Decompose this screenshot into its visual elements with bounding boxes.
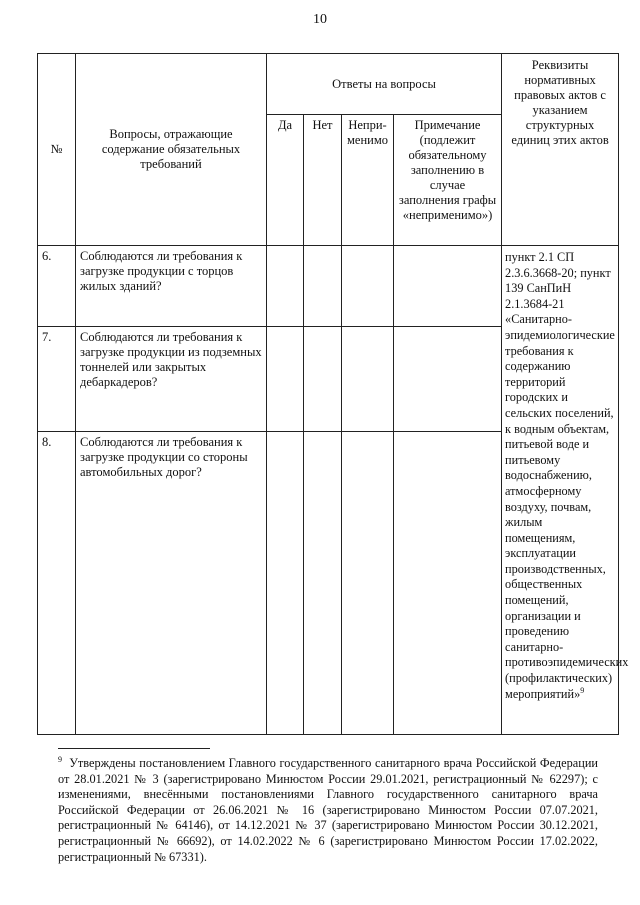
header-note: Примечание (подлежит обязательному заполнению в случае заполнения графы «неприменимо») xyxy=(394,115,502,246)
footnote-divider xyxy=(58,748,210,749)
answer-no-cell[interactable] xyxy=(304,432,342,735)
answer-note-cell[interactable] xyxy=(394,246,502,327)
answer-note-cell[interactable] xyxy=(394,327,502,432)
page-number: 10 xyxy=(313,12,327,27)
answer-no-cell[interactable] xyxy=(304,327,342,432)
header-answers-group: Ответы на вопросы xyxy=(267,54,502,115)
answer-not-applicable-cell[interactable] xyxy=(342,432,394,735)
footnote-mark: 9 xyxy=(58,754,62,764)
answer-not-applicable-cell[interactable] xyxy=(342,246,394,327)
row-question: Соблюдаются ли требования к загрузке продукции с торцов жилых зданий? xyxy=(76,246,267,327)
answer-not-applicable-cell[interactable] xyxy=(342,327,394,432)
answer-no-cell[interactable] xyxy=(304,246,342,327)
requisites-text: пункт 2.1 СП 2.3.6.3668-20; пункт 139 СанПиН 2.1.3684-21 «Санитарно-эпидемиологические требования к содержанию территорий городских и сельских поселений, к водным объектам, питьевой воде и питьевому водоснабжению, атмосферному воздуху, почвам, жилым помещениям, эксплуатации производственных, общественных помещений, организации и проведению санитарно-противоэпидемических (профилактических) мероприятий» xyxy=(505,250,629,701)
footnote-text: Утверждены постановлением Главного государственного санитарного врача Российской Федерации от 28.01.2021 № 3 (зарегистрировано Минюстом России 29.01.2021, регистрационный № 62297); с изменениями, внесёнными постановлениями Главного государственного санитарного врача Российской Федерации от 26.06.2021 № 16 (зарегистрировано Минюстом России 07.07.2021, регистрационный № 64146), от 14.12.2021 № 37 (зарегистрировано Минюстом России 30.12.2021, регистрационный № 66692), от 14.02.2022 № 6 (зарегистрировано Минюстом России 17.02.2022, регистрационный № 67331). xyxy=(58,756,598,864)
header-requisites: Реквизиты нормативных правовых актов с указанием структурных единиц этих актов xyxy=(502,54,619,246)
answer-yes-cell[interactable] xyxy=(267,432,304,735)
row-question: Соблюдаются ли требования к загрузке продукции из подземных тоннелей или закрытых дебаркадеров? xyxy=(76,327,267,432)
row-num: 7. xyxy=(38,327,76,432)
footnote xyxy=(58,756,598,865)
checklist-table xyxy=(37,53,629,735)
header-not-applicable: Непри- менимо xyxy=(342,115,394,246)
header-no: Нет xyxy=(304,115,342,246)
row-num: 6. xyxy=(38,246,76,327)
footnote-ref: 9 xyxy=(580,685,585,695)
header-yes: Да xyxy=(267,115,304,246)
table-row xyxy=(38,246,619,327)
row-question: Соблюдаются ли требования к загрузке продукции со стороны автомобильных дорог? xyxy=(76,432,267,735)
answer-yes-cell[interactable] xyxy=(267,246,304,327)
answer-note-cell[interactable] xyxy=(394,432,502,735)
row-num: 8. xyxy=(38,432,76,735)
header-questions: Вопросы, отражающие содержание обязательных требований xyxy=(76,54,267,246)
header-num: № xyxy=(38,54,76,246)
answer-yes-cell[interactable] xyxy=(267,327,304,432)
requisites-cell xyxy=(502,246,629,735)
